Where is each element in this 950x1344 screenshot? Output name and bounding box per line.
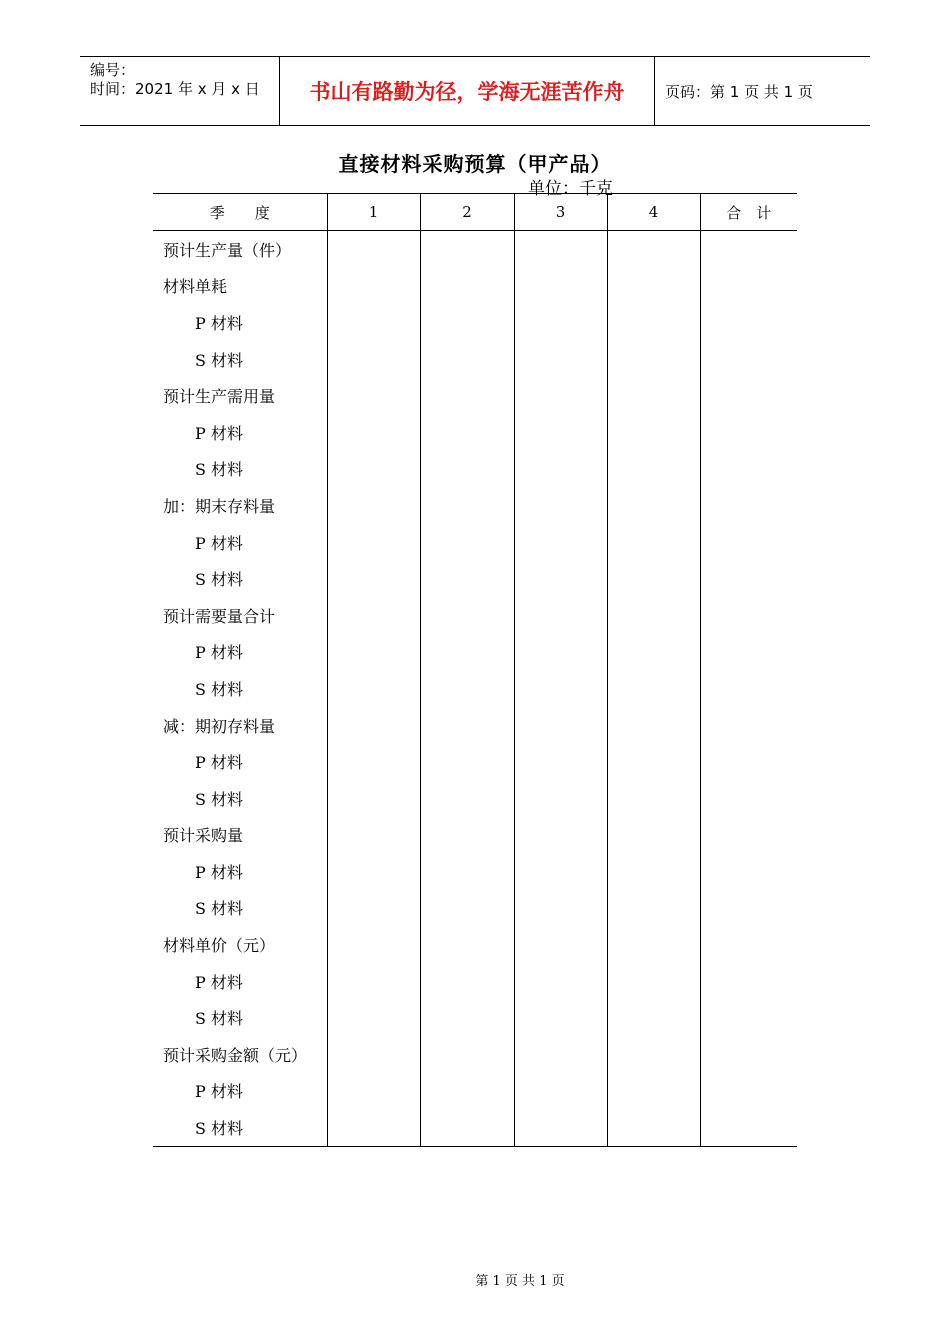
table-cell[interactable] [514,963,607,1000]
row-label: P 材料 [153,304,327,341]
table-cell[interactable] [327,670,420,707]
table-row [153,231,797,268]
table-cell[interactable] [420,487,514,524]
table-row [153,670,797,707]
table-cell[interactable] [327,1109,420,1146]
table-cell[interactable] [420,341,514,378]
table-cell[interactable] [327,377,420,414]
table-row [153,634,797,671]
table-cell[interactable] [607,999,700,1036]
table-cell[interactable] [327,780,420,817]
table-cell[interactable] [420,999,514,1036]
table-cell[interactable] [420,268,514,305]
table-cell[interactable] [700,707,797,744]
table-cell[interactable] [327,268,420,305]
table-cell[interactable] [607,304,700,341]
table-cell[interactable] [700,304,797,341]
table-cell[interactable] [607,890,700,927]
table-cell[interactable] [420,817,514,854]
table-row [153,926,797,963]
table-cell[interactable] [514,1109,607,1146]
row-label: S 材料 [153,670,327,707]
table-cell[interactable] [420,560,514,597]
row-label: P 材料 [153,853,327,890]
row-label: S 材料 [153,1109,327,1146]
table-cell[interactable] [700,926,797,963]
table-cell[interactable] [327,707,420,744]
table-cell[interactable] [514,341,607,378]
table-cell[interactable] [700,377,797,414]
header-cell-q4: 4 [607,194,700,231]
table-cell[interactable] [420,377,514,414]
table-cell[interactable] [420,1109,514,1146]
table-cell[interactable] [420,743,514,780]
table-cell[interactable] [607,487,700,524]
table-cell[interactable] [700,341,797,378]
table-cell[interactable] [327,1036,420,1073]
row-label: S 材料 [153,780,327,817]
row-label: P 材料 [153,524,327,561]
row-label: S 材料 [153,999,327,1036]
table-cell[interactable] [514,707,607,744]
table-cell[interactable] [607,817,700,854]
table-cell[interactable] [420,1036,514,1073]
table-cell[interactable] [420,670,514,707]
table-cell[interactable] [700,634,797,671]
table-row [153,451,797,488]
table-cell[interactable] [327,634,420,671]
table-cell[interactable] [514,743,607,780]
header-motto: 书山有路勤为径，学海无涯苦作舟 [280,57,655,125]
row-label: P 材料 [153,634,327,671]
table-cell[interactable] [607,1036,700,1073]
table-row [153,999,797,1036]
table-cell[interactable] [607,743,700,780]
table-row [153,377,797,414]
table-cell[interactable] [514,524,607,561]
table-cell[interactable] [327,890,420,927]
table-row [153,963,797,1000]
table-row [153,890,797,927]
table-cell[interactable] [700,231,797,268]
table-cell[interactable] [700,963,797,1000]
row-label: S 材料 [153,451,327,488]
table-row [153,743,797,780]
row-label: 材料单耗 [153,268,327,305]
table-cell[interactable] [607,963,700,1000]
row-label: 加：期末存料量 [153,487,327,524]
table-cell[interactable] [327,560,420,597]
table-cell[interactable] [607,377,700,414]
row-label: 预计生产量（件） [153,231,327,268]
header-cell-q3: 3 [514,194,607,231]
table-row [153,853,797,890]
table-cell[interactable] [327,414,420,451]
table-row [153,524,797,561]
table-cell[interactable] [700,487,797,524]
table-cell[interactable] [607,451,700,488]
table-cell[interactable] [327,487,420,524]
table-cell[interactable] [420,707,514,744]
table-cell[interactable] [420,304,514,341]
row-label: P 材料 [153,414,327,451]
table-cell[interactable] [700,890,797,927]
table-cell[interactable] [700,817,797,854]
table-cell[interactable] [700,780,797,817]
table-row [153,817,797,854]
row-label: 减：期初存料量 [153,707,327,744]
row-label: 材料单价（元） [153,926,327,963]
table-cell[interactable] [420,926,514,963]
table-row [153,597,797,634]
table-body [153,231,797,1147]
table-row [153,1036,797,1073]
document-header [80,56,870,126]
table-row [153,487,797,524]
table-cell[interactable] [514,1073,607,1110]
table-cell[interactable] [607,926,700,963]
table-cell[interactable] [420,597,514,634]
budget-table [153,193,797,1147]
table-cell[interactable] [420,853,514,890]
table-cell[interactable] [420,963,514,1000]
table-cell[interactable] [607,268,700,305]
table-cell[interactable] [327,999,420,1036]
table-row [153,780,797,817]
table-cell[interactable] [607,560,700,597]
table-cell[interactable] [420,414,514,451]
table-cell[interactable] [514,414,607,451]
row-label: S 材料 [153,341,327,378]
row-label: 预计采购金额（元） [153,1036,327,1073]
table-row [153,707,797,744]
table-cell[interactable] [607,414,700,451]
table-cell[interactable] [514,853,607,890]
table-cell[interactable] [700,999,797,1036]
row-label: P 材料 [153,1073,327,1110]
table-cell[interactable] [327,853,420,890]
table-cell[interactable] [420,890,514,927]
table-cell[interactable] [700,597,797,634]
table-cell[interactable] [420,780,514,817]
table-cell[interactable] [607,341,700,378]
table-cell[interactable] [607,231,700,268]
row-label: P 材料 [153,743,327,780]
table-cell[interactable] [700,1073,797,1110]
table-cell[interactable] [420,1073,514,1110]
table-cell[interactable] [700,670,797,707]
table-row [153,414,797,451]
header-cell-quarter: 季 度 [153,194,327,231]
table-cell[interactable] [327,817,420,854]
table-cell[interactable] [327,926,420,963]
table-cell[interactable] [420,634,514,671]
table-cell[interactable] [327,231,420,268]
row-label: P 材料 [153,963,327,1000]
table-cell[interactable] [514,999,607,1036]
table-cell[interactable] [514,780,607,817]
table-cell[interactable] [420,524,514,561]
table-cell[interactable] [514,634,607,671]
table-row [153,1109,797,1146]
table-cell[interactable] [514,890,607,927]
table-cell[interactable] [700,414,797,451]
table-cell[interactable] [514,268,607,305]
table-cell[interactable] [327,743,420,780]
table-cell[interactable] [420,451,514,488]
table-cell[interactable] [514,817,607,854]
table-cell[interactable] [327,597,420,634]
table-cell[interactable] [420,231,514,268]
table-row [153,1073,797,1110]
table-cell[interactable] [327,963,420,1000]
table-cell[interactable] [607,597,700,634]
table-cell[interactable] [700,1109,797,1146]
unit-label: 单位：千克 [528,179,613,199]
row-label: 预计需要量合计 [153,597,327,634]
table-cell[interactable] [700,268,797,305]
table-cell[interactable] [327,1073,420,1110]
table-cell[interactable] [700,560,797,597]
table-cell[interactable] [514,304,607,341]
table-cell[interactable] [327,304,420,341]
table-cell[interactable] [514,670,607,707]
table-cell[interactable] [607,707,700,744]
table-cell[interactable] [607,1109,700,1146]
table-cell[interactable] [607,524,700,561]
table-cell[interactable] [607,670,700,707]
table-cell[interactable] [514,231,607,268]
header-cell-total: 合 计 [700,194,797,231]
table-row [153,560,797,597]
table-cell[interactable] [700,451,797,488]
row-label: S 材料 [153,560,327,597]
table-row [153,304,797,341]
header-cell-q2: 2 [420,194,514,231]
table-cell[interactable] [700,1036,797,1073]
page-footer: 第 1 页 共 1 页 [475,1274,565,1289]
table-cell[interactable] [700,743,797,780]
table-cell[interactable] [514,451,607,488]
row-label: S 材料 [153,890,327,927]
table-cell[interactable] [607,853,700,890]
header-cell-q1: 1 [327,194,420,231]
table-row [153,268,797,305]
header-page-label: 页码：第 1 页 共 1 页 [665,82,813,101]
table-row [153,341,797,378]
table-cell[interactable] [607,1073,700,1110]
table-cell[interactable] [327,451,420,488]
table-cell[interactable] [514,926,607,963]
doc-time-label: 时间：2021 年 x 月 x 日 [90,80,260,98]
table-cell[interactable] [514,487,607,524]
table-cell[interactable] [607,634,700,671]
table-cell[interactable] [514,597,607,634]
table-cell[interactable] [700,524,797,561]
header-meta [80,57,280,125]
document-title: 直接材料采购预算（甲产品） [338,152,612,176]
table-header-row [153,194,797,231]
table-cell[interactable] [700,853,797,890]
table-cell[interactable] [514,560,607,597]
table-cell[interactable] [607,780,700,817]
row-label: 预计采购量 [153,817,327,854]
table-cell[interactable] [327,341,420,378]
table-cell[interactable] [514,1036,607,1073]
doc-number-label: 编号： [90,61,136,79]
table-cell[interactable] [514,377,607,414]
row-label: 预计生产需用量 [153,377,327,414]
table-cell[interactable] [327,524,420,561]
